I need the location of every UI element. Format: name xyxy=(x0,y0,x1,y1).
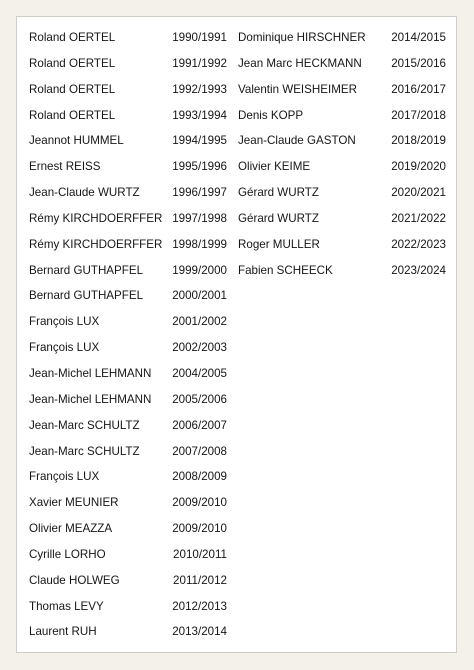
season-years: 2016/2017 xyxy=(391,82,446,96)
season-years: 1991/1992 xyxy=(172,56,227,70)
list-item xyxy=(238,263,446,289)
season-years: 2014/2015 xyxy=(391,31,446,44)
person-name: Rémy KIRCHDOERFFER xyxy=(29,211,163,225)
season-years: 1995/1996 xyxy=(172,160,227,174)
season-years: 2013/2014 xyxy=(172,625,227,639)
list-item xyxy=(238,108,446,134)
person-name: Gérard WURTZ xyxy=(238,211,319,225)
person-name: Jean-Marc SCHULTZ xyxy=(29,444,140,458)
person-name: Jean Marc HECKMANN xyxy=(238,56,362,70)
list-item xyxy=(29,469,227,495)
person-name: Roland OERTEL xyxy=(29,56,116,70)
list-item xyxy=(238,237,446,263)
right-column xyxy=(238,30,446,288)
list-item xyxy=(238,56,446,82)
list-item xyxy=(29,185,227,211)
season-years: 2009/2010 xyxy=(172,522,227,536)
list-item xyxy=(29,263,227,289)
list-item xyxy=(238,30,446,56)
person-name: Bernard GUTHAPFEL xyxy=(29,289,144,303)
list-item xyxy=(29,521,227,547)
list-item xyxy=(29,495,227,521)
season-years: 1990/1991 xyxy=(172,31,227,44)
person-name: Roland OERTEL xyxy=(29,31,116,44)
person-name: Laurent RUH xyxy=(29,625,97,639)
person-name: Bernard GUTHAPFEL xyxy=(29,263,144,277)
list-item xyxy=(29,599,227,625)
list-item xyxy=(29,418,227,444)
season-years: 1992/1993 xyxy=(172,82,227,96)
person-name: Jean-Claude GASTON xyxy=(238,134,356,148)
person-name: Jean-Michel LEHMANN xyxy=(29,366,152,380)
list-item xyxy=(29,237,227,263)
list-item xyxy=(29,30,227,56)
list-item xyxy=(29,392,227,418)
season-years: 2005/2006 xyxy=(172,392,227,406)
season-years: 2001/2002 xyxy=(172,315,227,329)
list-item xyxy=(29,547,227,573)
person-name: Jean-Michel LEHMANN xyxy=(29,392,152,406)
person-name: Valentin WEISHEIMER xyxy=(238,82,357,96)
list-item xyxy=(29,288,227,314)
season-years: 2010/2011 xyxy=(173,547,227,561)
list-item xyxy=(29,366,227,392)
list-item xyxy=(29,133,227,159)
season-years: 2018/2019 xyxy=(391,134,446,148)
season-years: 2017/2018 xyxy=(391,108,446,122)
person-name: Cyrille LORHO xyxy=(29,547,106,561)
person-name: François LUX xyxy=(29,315,100,329)
person-name: Claude HOLWEG xyxy=(29,573,120,587)
person-name: Roger MULLER xyxy=(238,237,320,251)
document-page xyxy=(16,16,457,653)
list-item xyxy=(29,82,227,108)
left-column xyxy=(29,30,227,650)
season-years: 2021/2022 xyxy=(391,211,446,225)
list-item xyxy=(238,185,446,211)
person-name: Denis KOPP xyxy=(238,108,304,122)
list-item xyxy=(238,211,446,237)
person-name: Fabien SCHEECK xyxy=(238,263,333,277)
list-item xyxy=(29,573,227,599)
person-name: Jean-Claude WURTZ xyxy=(29,186,140,200)
list-item xyxy=(29,211,227,237)
season-years: 2007/2008 xyxy=(172,444,227,458)
season-years: 2019/2020 xyxy=(391,160,446,174)
season-years: 2023/2024 xyxy=(391,263,446,277)
list-item xyxy=(238,159,446,185)
person-name: François LUX xyxy=(29,470,100,484)
person-name: Roland OERTEL xyxy=(29,108,116,122)
person-name: Dominique HIRSCHNER xyxy=(238,31,366,44)
list-item xyxy=(238,133,446,159)
season-years: 1999/2000 xyxy=(172,263,227,277)
season-years: 2022/2023 xyxy=(391,237,446,251)
season-years: 2012/2013 xyxy=(172,599,227,613)
season-years: 1997/1998 xyxy=(172,211,227,225)
person-name: Olivier KEIME xyxy=(238,160,311,174)
list-item xyxy=(238,82,446,108)
person-name: Roland OERTEL xyxy=(29,82,116,96)
season-years: 2015/2016 xyxy=(391,56,446,70)
season-years: 1994/1995 xyxy=(172,134,227,148)
season-years: 1998/1999 xyxy=(172,237,227,251)
list-item xyxy=(29,108,227,134)
season-years: 2002/2003 xyxy=(172,341,227,355)
season-years: 2006/2007 xyxy=(172,418,227,432)
person-name: Thomas LEVY xyxy=(29,599,104,613)
person-name: François LUX xyxy=(29,341,100,355)
season-years: 2004/2005 xyxy=(172,366,227,380)
person-name: Gérard WURTZ xyxy=(238,186,319,200)
person-name: Jean-Marc SCHULTZ xyxy=(29,418,140,432)
list-item xyxy=(29,340,227,366)
season-years: 1996/1997 xyxy=(172,186,227,200)
season-years: 2009/2010 xyxy=(172,496,227,510)
list-item xyxy=(29,314,227,340)
person-name: Rémy KIRCHDOERFFER xyxy=(29,237,163,251)
list-item xyxy=(29,444,227,470)
list-item xyxy=(29,624,227,650)
list-item xyxy=(29,159,227,185)
season-years: 2000/2001 xyxy=(172,289,227,303)
person-name: Olivier MEAZZA xyxy=(29,522,113,536)
person-name: Jeannot HUMMEL xyxy=(29,134,124,148)
season-years: 2008/2009 xyxy=(172,470,227,484)
person-name: Xavier MEUNIER xyxy=(29,496,119,510)
person-name: Ernest REISS xyxy=(29,160,101,174)
season-years: 2011/2012 xyxy=(173,573,227,587)
list-item xyxy=(29,56,227,82)
season-years: 1993/1994 xyxy=(172,108,227,122)
season-years: 2020/2021 xyxy=(391,186,446,200)
